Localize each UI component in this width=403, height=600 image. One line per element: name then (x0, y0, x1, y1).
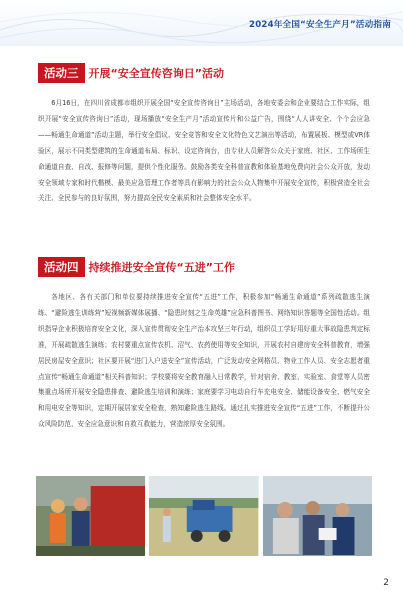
photo-farm-machinery (149, 476, 258, 556)
section-three-tag: 活动三 (38, 63, 85, 83)
page-number: 2 (383, 578, 389, 588)
section-three-title: 开展“安全宣传咨询日”活动 (88, 67, 224, 80)
page-header (0, 0, 403, 46)
section-four-tag: 活动四 (38, 257, 85, 277)
guide-title: 2024年全国“安全生产月”活动指南 (249, 20, 391, 30)
photo-firefighters-children (36, 476, 145, 556)
section-four-body: 各地区、各有关部门和单位要持续推进安全宣传“五进”工作，积极参加“畅通生命通道”系列疏散逃生演练、“避险逃生训练营”短视频新媒体展播、“隐患时刻之生命英雄”应急科普图书、网络知识答题等全国性活动。组织指导企业积极培育安全文化，深入宣传贯彻安全生产治本攻坚三年行动，组织员工学好用好重大事故隐患判定标准，开展疏散逃生演练；农村要重点宣传农机、沼气、农药使用等安全知识，开展农村自建房安全科普教育，增强居民房屋安全意识；社区要开展“进门入户送安全”宣传活动，广泛发动安全网格员、物业工作人员、安全志愿者重点宣传“畅通生命通道”相关科普知识；学校要将安全教育融入日常教学，针对宿舍、教室、实验室、食堂等人员密集重点场所开展安全隐患排查、避险逃生培训和演练；家庭要学习电动自行车充电安全、储能设备安全、燃气安全和用电安全等知识，定期开展居家安全检查，熟知避险逃生路线。通过扎实推进安全宣传“五进”工作，不断提升公众风险防范、安全应急意识和自救互救能力，营造浓厚安全氛围。 (38, 293, 370, 429)
section-four-title: 持续推进安全宣传“五进”工作 (88, 261, 235, 274)
photo-strip (36, 476, 372, 556)
section-four-heading (38, 256, 235, 278)
section-three-heading (38, 62, 224, 84)
photo-community-outreach (263, 476, 372, 556)
section-three-body: 6月16日，在四川省成都市组织开展全国“安全宣传咨询日”主场活动，各地安委会和企业要结合工作实际，组织开展“安全宣传咨询日”活动，现场播放“安全生产月”活动宣传片和公益广告，围绕“人人讲安全、个个会应急——畅通生命通道”活动主题，举行安全倡议、安全竞答和安全文化特色文艺演出等活动，布置展板、模型或VR体验区，展示不同类型建筑的生命通道布局、标识、设定咨询台，由专业人员解答公众关于家庭、社区、工作场所生命通道自查、自改、报修等问题，提供个性化服务。鼓励各类安全科普宣教和体验基地免费向社会公众开放，发动安全领域专家和时代楷模、最美应急管理工作者等具有影响力的社会公众人物集中开展安全宣传，积极营造全社会关注、全民参与的良好氛围，努力提高全民安全素质和社会整体安全水平。 (38, 99, 370, 203)
